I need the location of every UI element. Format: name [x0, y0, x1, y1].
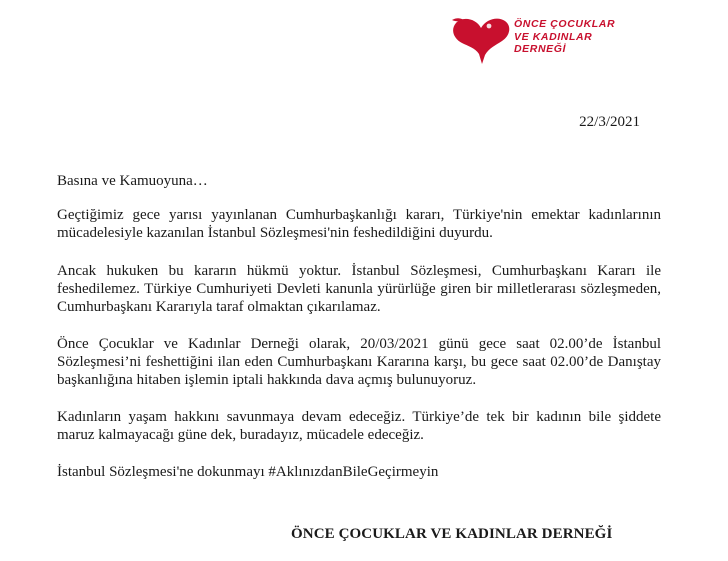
organization-logo [448, 14, 616, 66]
logo-line-3: DERNEĞİ [514, 43, 567, 55]
logo-wordmark [514, 18, 615, 56]
document-date: 22/3/2021 [579, 114, 640, 130]
logo-line-2: VE KADINLAR [514, 30, 593, 43]
paragraph-5: İstanbul Sözleşmesi'ne dokunmayı #AklınızdanBileGeçirmeyin [57, 464, 439, 480]
greeting: Basına ve Kamuoyuna… [57, 173, 208, 189]
paragraph-3: Önce Çocuklar ve Kadınlar Derneği olarak, 20/03/2021 günü gece saat 02.00’de İstanbul Sözleşmesi’ni feshettiğini ilan eden Cumhurbaşkanı Kararına karşı, bu gece saat 02.00’de Danıştay başkanlığına hitaben işlemin iptali hakkında dava açmış bulunuyoruz. [57, 336, 661, 388]
paragraph-2: Ancak hukuken bu kararın hükmü yoktur. İstanbul Sözleşmesi, Cumhurbaşkanı Kararı ile feshedilemez. Türkiye Cumhuriyeti Devleti kanunla yürürlüğe giren bir milletlerarası sözleşmeden, Cumhurbaşkanı Kararıyla taraf olmaktan çıkarılamaz. [57, 263, 661, 315]
paragraph-4: Kadınların yaşam hakkını savunmaya devam edeceğiz. Türkiye’de tek bir kadının bile şiddete maruz kalmayacağı güne dek, buradayız, mücadele edeceğiz. [57, 409, 661, 443]
heart-logo-icon [448, 14, 514, 66]
signature: ÖNCE ÇOCUKLAR VE KADINLAR DERNEĞİ [291, 526, 613, 542]
paragraph-1: Geçtiğimiz gece yarısı yayınlanan Cumhurbaşkanlığı kararı, Türkiye'nin emektar kadınlarının mücadelesiyle kazanılan İstanbul Sözleşmesi'nin feshedildiğini duyurdu. [57, 207, 661, 241]
logo-line-1: ÖNCE ÇOCUKLAR [514, 18, 616, 30]
